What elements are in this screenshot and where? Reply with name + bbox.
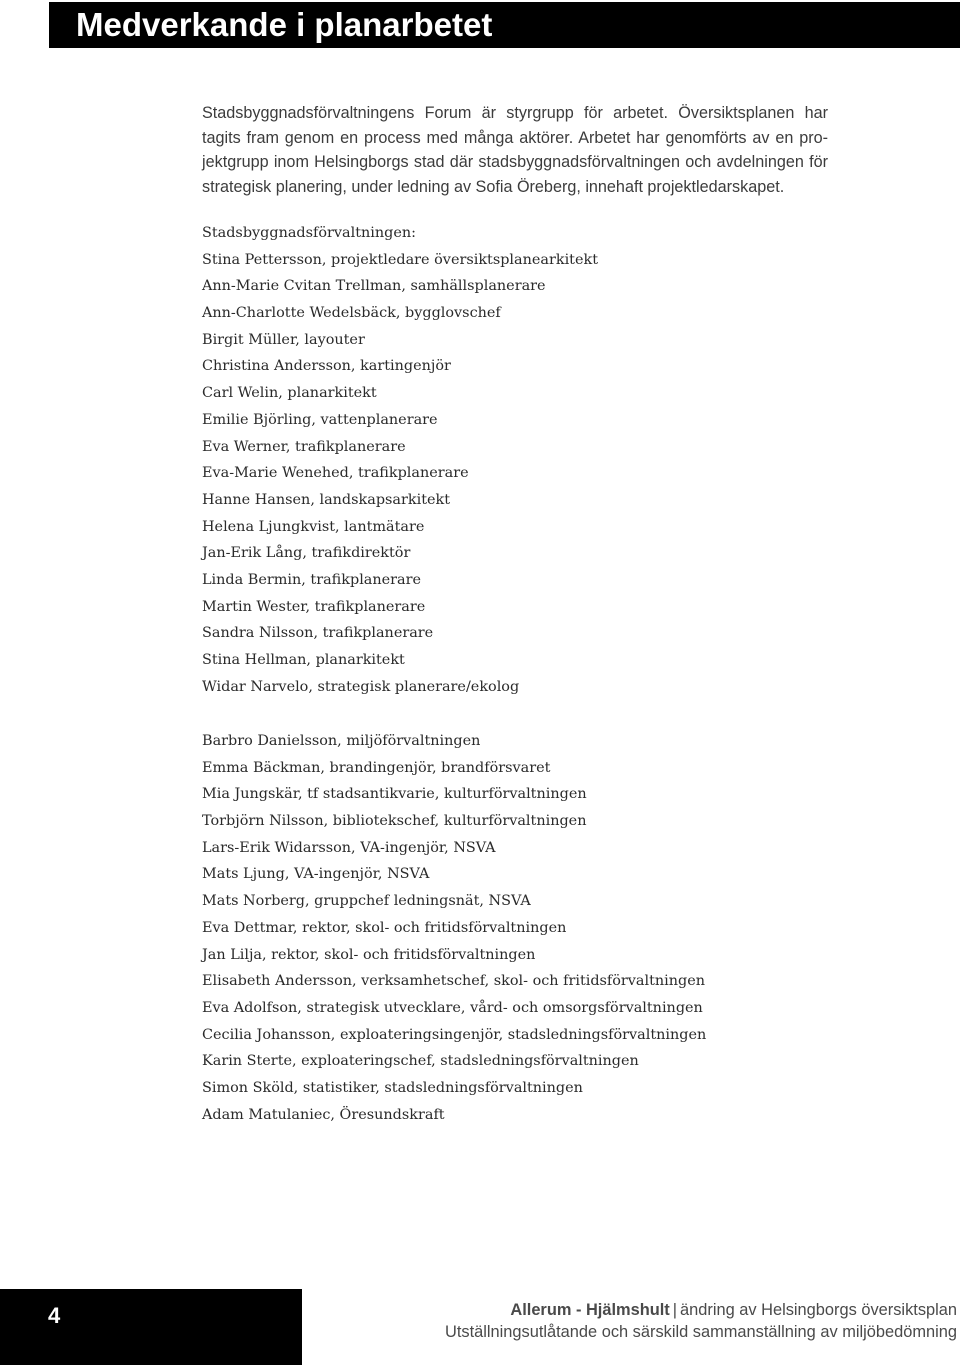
list-item: Mats Norberg, gruppchef ledningsnät, NSVA: [202, 893, 531, 910]
footer-place: Allerum - Hjälmshult: [510, 1301, 670, 1319]
list-item: Torbjörn Nilsson, bibliotekschef, kulturförvaltningen: [202, 813, 587, 830]
list-item: Emilie Björling, vattenplanerare: [202, 411, 438, 428]
list-item: Cecilia Johansson, exploateringsingenjör, stadsledningsförvaltningen: [202, 1026, 707, 1043]
list-item: Barbro Danielsson, miljöförvaltningen: [202, 733, 481, 749]
participant-list-stadsbyggnad: [202, 220, 598, 700]
list-item: Jan Lilja, rektor, skol- och fritidsförvaltningen: [202, 946, 536, 963]
list-item: Mia Jungskär, tf stadsantikvarie, kulturförvaltningen: [202, 786, 587, 803]
list-item: Mats Ljung, VA-ingenjör, NSVA: [202, 866, 430, 883]
page-number-box: [0, 1289, 302, 1365]
list-item: Emma Bäckman, brandingenjör, brandförsvaret: [202, 759, 551, 776]
list-item: Elisabeth Andersson, verksamhetschef, skol- och fritidsförvaltningen: [202, 973, 706, 990]
list-item: Birgit Müller, layouter: [202, 331, 365, 348]
list-item: Hanne Hansen, landskapsarkitekt: [202, 491, 450, 508]
participant-list-other: [202, 728, 706, 1128]
list-item: Lars-Erik Widarsson, VA-ingenjör, NSVA: [202, 839, 496, 856]
page-title-bar: [49, 2, 960, 48]
page-title: Medverkande i planarbetet: [76, 6, 493, 43]
footer-separator: |: [672, 1301, 678, 1319]
list-item: Eva-Marie Wenehed, trafikplanerare: [202, 465, 469, 482]
list-item: Helena Ljungkvist, lantmätare: [202, 518, 425, 535]
footer-subtitle: Utställningsutlåtande och särskild sammanställning av miljöbedömning: [444, 1323, 957, 1341]
list-item: Carl Welin, planarkitekt: [202, 385, 377, 402]
list-item: Karin Sterte, exploateringschef, stadsledningsförvaltningen: [202, 1053, 639, 1070]
footer-title-line: [445, 1299, 957, 1321]
footer-plan: ändring av Helsingborgs översiktsplan: [680, 1301, 957, 1319]
list-item: Martin Wester, trafikplanerare: [202, 598, 426, 615]
list-item: Simon Sköld, statistiker, stadsledningsförvaltningen: [202, 1079, 583, 1096]
list-item: Widar Narvelo, strategisk planerare/ekolog: [202, 678, 520, 695]
list-item: Eva Adolfson, strategisk utvecklare, vård- och omsorgsförvaltningen: [202, 999, 703, 1016]
list-item: Christina Andersson, kartingenjör: [202, 358, 451, 375]
list-item: Eva Dettmar, rektor, skol- och fritidsförvaltningen: [202, 919, 567, 936]
list-item: Stadsbyggnadsförvaltningen:: [202, 225, 416, 241]
footer-caption: [445, 1299, 957, 1343]
list-item: Ann-Charlotte Wedelsbäck, bygglovschef: [202, 305, 501, 322]
list-item: Stina Hellman, planarkitekt: [202, 652, 405, 668]
list-item: Adam Matulaniec, Öresundskraft: [202, 1106, 445, 1123]
list-item: Sandra Nilsson, trafikplanerare: [202, 625, 434, 642]
page-number: 4: [48, 1303, 61, 1328]
list-item: Ann-Marie Cvitan Trellman, samhällsplanerare: [202, 278, 546, 295]
list-item: Jan-Erik Lång, trafikdirektör: [202, 545, 411, 562]
intro-paragraph: Stadsbyggnadsförvaltningens Forum är styrgrupp för arbetet. Översiktsplanen har tagits fram genom en process med många aktörer. Arbetet har genomförts av en projektgrupp inom Helsingborgs stad där stadsbyggnadsförvaltningen och avdelningen för strategisk planering, under ledning av Sofia Öreberg, innehaft projektledarskapet.: [202, 104, 828, 196]
list-item: Linda Bermin, trafikplanerare: [202, 571, 422, 588]
list-item: Stina Pettersson, projektledare översiktsplanearkitekt: [202, 251, 598, 268]
list-item: Eva Werner, trafikplanerare: [202, 438, 406, 455]
